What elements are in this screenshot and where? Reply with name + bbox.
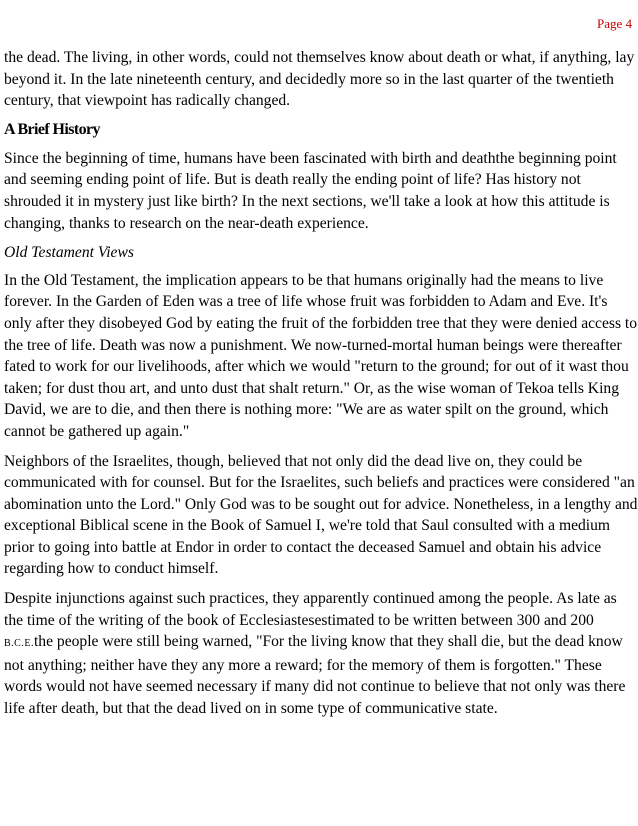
paragraph-neighbors: Neighbors of the Israelites, though, believed that not only did the dead live on, they could be communicated with for counsel. But for the Israelites, such beliefs and practices were considered "an abomination unto the Lord." Only God was to be sought out for advice. Nonetheless, in a lengthy and exceptional Biblical scene in the Book of Samuel I, we're told that Saul consulted with a medium prior to going into battle at Endor in order to contact the deceased Samuel and obtain his advice regarding how to conduct himself.	[4, 452, 638, 578]
subsection-heading: Old Testament Views	[4, 244, 134, 262]
paragraph-injunctions	[4, 588, 638, 720]
era-abbreviation: B.C.E.	[4, 638, 34, 650]
section-heading: A Brief History	[4, 120, 100, 138]
paragraph-brief-history: Since the beginning of time, humans have been fascinated with birth and deaththe beginning point and seeming ending point of life. But is death really the ending point of life? Has history not shrouded it in mystery just like birth? In the next sections, we'll take a look at how this attitude is changing, thanks to research on the near-death experience.	[4, 149, 617, 232]
document-page	[4, 47, 638, 728]
paragraph-injunctions-part2: the people were still being warned, "For the living know that they shall die, but the dead know not anything; neither have they any more a reward; for the memory of them is forgotten." These words would not have seemed necessary if many did not continue to believe that not only was there life after death, but that the dead lived on in some type of communicative state.	[4, 633, 626, 718]
paragraph-old-testament: In the Old Testament, the implication appears to be that humans originally had the means to live forever. In the Garden of Eden was a tree of life whose fruit was forbidden to Adam and Eve. It's only after they disobeyed God by eating the fruit of the forbidden tree that they were denied access to the tree of life. Death was now a punishment. We now-turned-mortal human beings were thereafter fated to work for our livelihoods, after which we would "return to the ground; for out of it wast thou taken; for dust thou art, and unto dust that shalt return." Or, as the wise woman of Tekoa tells King David, we are to die, and then there is nothing more: "We are as water spilt on the ground, which cannot be gathered up again."	[4, 271, 638, 440]
page-number: Page 4	[596, 16, 632, 31]
paragraph-intro-continuation: the dead. The living, in other words, could not themselves know about death or what, if anything, lay beyond it. In the late nineteenth century, and decidedly more so in the last quarter of the twentieth century, that viewpoint has radically changed.	[4, 49, 635, 110]
paragraph-injunctions-part1: Despite injunctions against such practices, they apparently continued among the people. As late as the time of the writing of the book of Ecclesiastesestimated to be written between 300 and 200	[4, 590, 617, 629]
